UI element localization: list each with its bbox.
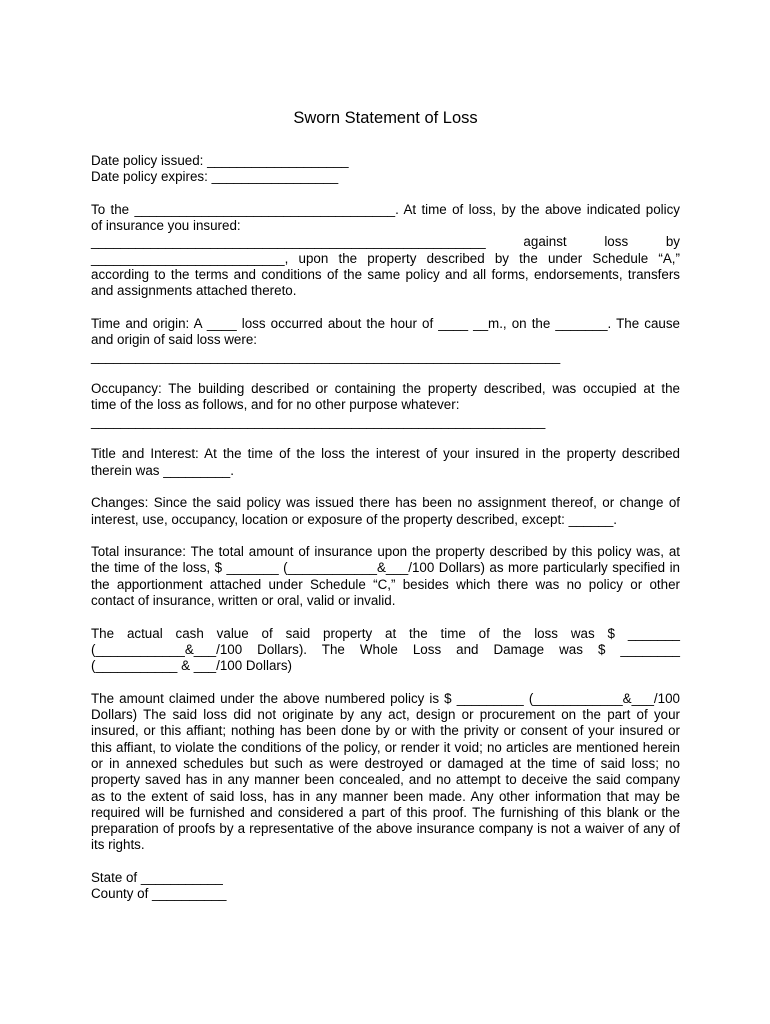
total-insurance-line-4: contact of insurance, written or oral, valid or invalid. (91, 593, 396, 609)
time-origin-line-3: _______________________________________________________________ (91, 348, 561, 364)
changes-line-2: interest, use, occupancy, location or exposure of the property described, except: ______. (91, 511, 618, 527)
actual-cash-line-1: The actual cash value of said property at the time of the loss was $ _______ (91, 625, 680, 641)
to-the-line-6: and assignments attached thereto. (91, 283, 297, 299)
to-the-line-4: __________________________, upon the property described by the under Schedule “A,” (91, 250, 680, 266)
actual-cash-section (91, 626, 680, 675)
amount-claimed-line-4: this affiant, to violate the conditions of the policy, or render it void; no articles are mentioned herein (91, 739, 680, 755)
amount-claimed-line-9: preparation of proofs by a representative of the above insurance company is not a waiver of any of (91, 821, 680, 837)
time-origin-section (91, 316, 680, 365)
date-policy-issued: Date policy issued: ___________________ (91, 153, 349, 168)
occupancy-line-3: _____________________________________________________________ (91, 413, 546, 429)
total-insurance-line-3: the apportionment attached under Schedule “C,” besides which there was no policy or other (91, 576, 680, 592)
to-the-line-1: To the ___________________________________. At time of loss, by the above indicated policy (91, 201, 680, 217)
date-policy-section (91, 153, 680, 186)
changes-line-1: Changes: Since the said policy was issued there has been no assignment thereof, or change of (91, 495, 680, 511)
total-insurance-section (91, 544, 680, 609)
amount-claimed-line-10: its rights. (91, 837, 145, 853)
total-insurance-line-1: Total insurance: The total amount of insurance upon the property described by this policy was, at (91, 544, 680, 560)
to-the-line-2: of insurance you insured: (91, 218, 241, 234)
amount-claimed-line-8: required will be furnished and considered a part of this proof. The furnishing of this blank or the (91, 804, 680, 820)
amount-claimed-section (91, 691, 680, 854)
state-of: State of ___________ (91, 870, 223, 886)
to-the-section (91, 202, 680, 300)
title-interest-line-1: Title and Interest: At the time of the loss the interest of your insured in the property described (91, 446, 680, 462)
time-origin-line-2: and origin of said loss were: (91, 332, 257, 348)
date-policy-expires: Date policy expires: _________________ (91, 169, 339, 185)
changes-section (91, 495, 680, 528)
to-the-line-3: _____________________________________________________ against loss by (91, 234, 680, 250)
time-origin-line-1: Time and origin: A ____ loss occurred about the hour of ____ __m., on the _______. The cause (91, 315, 680, 331)
amount-claimed-line-1: The amount claimed under the above numbered policy is $ _________ (____________&___/100 (91, 690, 680, 706)
total-insurance-line-2: the time of the loss, $ _______ (____________&___/100 Dollars) as more particularly specified in (91, 560, 680, 576)
title-interest-section (91, 446, 680, 479)
amount-claimed-line-7: as to the extent of said loss, has in any manner been made. Any other information that may be (91, 788, 680, 804)
jurisdiction-section (91, 870, 680, 903)
actual-cash-line-3: (___________ & ___/100 Dollars) (91, 658, 293, 674)
to-the-line-5: according to the terms and conditions of the same policy and all forms, endorsements, transfers (91, 267, 680, 283)
occupancy-section (91, 381, 680, 430)
amount-claimed-line-5: or in annexed schedules but such as were destroyed or damaged at the time of said loss; no (91, 755, 680, 771)
amount-claimed-line-2: Dollars) The said loss did not originate by any act, design or procurement on the part of your (91, 707, 680, 723)
occupancy-line-2: time of the loss as follows, and for no other purpose whatever: (91, 397, 460, 413)
title-interest-line-2: therein was _________. (91, 462, 234, 478)
amount-claimed-line-6: property saved has in any manner been concealed, and no attempt to deceive the said company (91, 772, 680, 788)
actual-cash-line-2: (____________&___/100 Dollars). The Whole Loss and Damage was $ ________ (91, 641, 680, 657)
document-title: Sworn Statement of Loss (293, 109, 478, 127)
occupancy-line-1: Occupancy: The building described or containing the property described, was occupied at the (91, 381, 680, 397)
amount-claimed-line-3: insured, or this affiant; nothing has been done by or with the privity or consent of your insured or (91, 723, 680, 739)
county-of: County of __________ (91, 886, 227, 902)
